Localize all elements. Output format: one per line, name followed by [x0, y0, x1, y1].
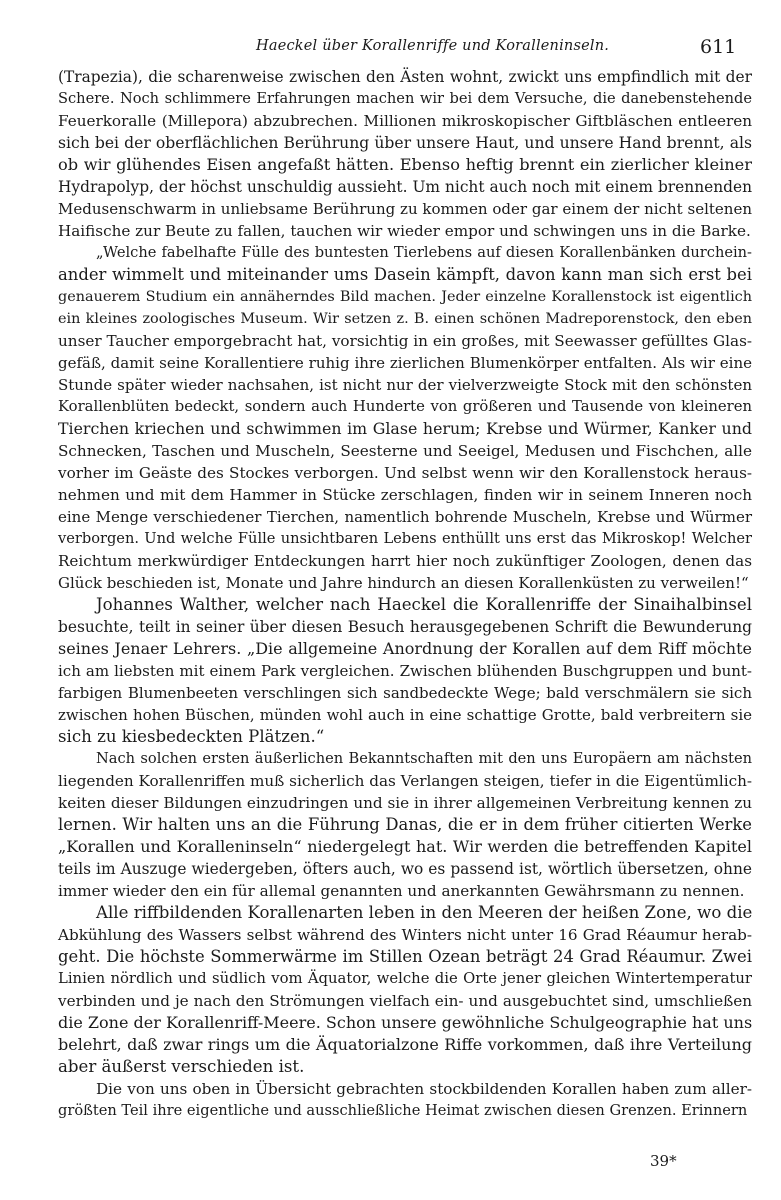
text-line: (Trapezia), die scharenweise zwischen den Ästen wohnt, zwickt uns empfindlich mit der	[58, 68, 752, 86]
printer-signature-mark: 39*	[650, 1152, 677, 1170]
running-head	[0, 36, 781, 60]
text-line: ob wir glühendes Eisen angefaßt hätten. Ebenso heftig brennt ein zierlicher kleiner	[58, 155, 752, 174]
text-line: vorher im Geäste des Stockes verborgen. Und selbst wenn wir den Korallenstock heraus-	[58, 464, 752, 482]
text-line: Medusenschwarm in unliebsame Berührung zu kommen oder gar einem der nicht seltenen	[58, 200, 752, 218]
text-line: verbinden und je nach den Strömungen vielfach ein- und ausgebuchtet sind, umschließen	[58, 992, 752, 1010]
text-line: Johannes Walther, welcher nach Haeckel die Korallenriffe der Sinaihalbinsel	[96, 595, 752, 614]
text-line: immer wieder den ein für allemal genannten und anerkannten Gewährsmann zu nennen.	[58, 882, 745, 900]
text-line: nehmen und mit dem Hammer in Stücke zerschlagen, finden wir in seinem Inneren noch	[58, 486, 752, 504]
text-line: Abkühlung des Wassers selbst während des Winters nicht unter 16 Grad Réaumur herab-	[58, 926, 752, 944]
page-number: 611	[700, 36, 737, 58]
text-line: belehrt, daß zwar rings um die Äquatorialzone Riffe vorkommen, daß ihre Verteilung	[58, 1035, 752, 1054]
running-title: Haeckel über Korallenriffe und Koralleninseln.	[256, 38, 610, 54]
text-line: ich am liebsten mit einem Park vergleichen. Zwischen blühenden Buschgruppen und bunt-	[58, 662, 752, 680]
text-line: Tierchen kriechen und schwimmen im Glase herum; Krebse und Würmer, Kanker und	[58, 419, 752, 438]
text-line: ein kleines zoologisches Museum. Wir setzen z. B. einen schönen Madreporenstock, den eben	[58, 311, 752, 327]
text-line: Schere. Noch schlimmere Erfahrungen machen wir bei dem Versuche, die danebenstehende	[58, 90, 752, 107]
text-line: Reichtum merkwürdiger Entdeckungen harrt hier noch zukünftiger Zoologen, denen das	[58, 552, 752, 570]
text-line: eine Menge verschiedener Tierchen, namentlich bohrende Muscheln, Krebse und Würmer	[58, 508, 752, 526]
text-line: zwischen hohen Büschen, münden wohl auch in eine schattige Grotte, bald verbreitern sie	[58, 706, 752, 724]
text-line: „Welche fabelhafte Fülle des buntesten Tierlebens auf diesen Korallenbänken durchein-	[96, 244, 752, 261]
text-line: geht. Die höchste Sommerwärme im Stillen Ozean beträgt 24 Grad Réaumur. Zwei	[58, 947, 752, 966]
text-line: farbigen Blumenbeeten verschlingen sich sandbedeckte Wege; bald verschmälern sie sich	[58, 684, 752, 702]
text-line: teils im Auszuge wiedergeben, öfters auch, wo es passend ist, wörtlich übersetzen, ohne	[58, 860, 752, 878]
text-line: „Korallen und Koralleninseln“ niedergelegt hat. Wir werden die betreffenden Kapitel	[58, 837, 752, 856]
text-line: aber äußerst verschieden ist.	[58, 1057, 305, 1076]
text-line: die Zone der Korallenriff-Meere. Schon unsere gewöhnliche Schulgeographie hat uns	[58, 1013, 753, 1032]
text-line: besuchte, teilt in seiner über diesen Besuch herausgegebenen Schrift die Bewunderung	[58, 618, 752, 636]
text-line: unser Taucher emporgebracht hat, vorsichtig in ein großes, mit Seewasser gefülltes Glas-	[58, 332, 752, 350]
text-line: Hydrapolyp, der höchst unschuldig aussieht. Um nicht auch noch mit einem brennenden	[58, 178, 752, 196]
text-line: Feuerkoralle (Millepora) abzubrechen. Millionen mikroskopischer Giftbläschen entleeren	[58, 112, 752, 130]
text-line: seines Jenaer Lehrers. „Die allgemeine Anordnung der Korallen auf dem Riff möchte	[58, 639, 752, 658]
text-line: Schnecken, Taschen und Muscheln, Seesterne und Seeigel, Medusen und Fischchen, alle	[58, 442, 752, 460]
text-line: Glück beschieden ist, Monate und Jahre hindurch an diesen Korallenküsten zu verweilen!“	[58, 574, 749, 592]
text-line: gefäß, damit seine Korallentiere ruhig ihre zierlichen Blumenkörper entfalten. Als wir eine	[58, 354, 752, 372]
text-line: Stunde später wieder nachsahen, ist nicht nur der vielverzweigte Stock mit den schönsten	[58, 376, 752, 394]
text-line: sich zu kiesbedeckten Plätzen.“	[58, 727, 325, 746]
text-line: Korallenblüten bedeckt, sondern auch Hunderte von größeren und Tausende von kleineren	[58, 398, 752, 415]
text-line: liegenden Korallenriffen muß sicherlich das Verlangen steigen, tiefer in die Eigentümlich-	[58, 772, 752, 790]
text-line: größten Teil ihre eigentliche und ausschließliche Heimat zwischen diesen Grenzen. Erinnern	[58, 1102, 748, 1119]
text-line: Nach solchen ersten äußerlichen Bekanntschaften mit den uns Europäern am nächsten	[96, 750, 752, 767]
text-line: Die von uns oben in Übersicht gebrachten stockbildenden Korallen haben zum aller-	[96, 1080, 752, 1098]
text-line: Alle riffbildenden Korallenarten leben in den Meeren der heißen Zone, wo die	[96, 903, 753, 922]
text-line: verborgen. Und welche Fülle unsichtbaren Lebens enthüllt uns erst das Mikroskop! Welcher	[58, 530, 752, 547]
text-line: Haifische zur Beute zu fallen, tauchen wir wieder empor und schwingen uns in die Barke.	[58, 222, 751, 240]
text-line: lernen. Wir halten uns an die Führung Danas, die er in dem früher citierten Werke	[58, 815, 752, 834]
text-line: genauerem Studium ein annäherndes Bild machen. Jeder einzelne Korallenstock ist eigentlich	[58, 289, 752, 305]
text-line: Linien nördlich und südlich vom Äquator, welche die Orte jener gleichen Wintertemperatur	[58, 970, 752, 987]
text-line: sich bei der oberflächlichen Berührung über unsere Haut, und unsere Hand brennt, als	[58, 134, 752, 152]
text-line: ander wimmelt und miteinander ums Dasein kämpft, davon kann man sich erst bei	[58, 265, 752, 284]
text-line: keiten dieser Bildungen einzudringen und sie in ihrer allgemeinen Verbreitung kennen zu	[58, 794, 752, 812]
